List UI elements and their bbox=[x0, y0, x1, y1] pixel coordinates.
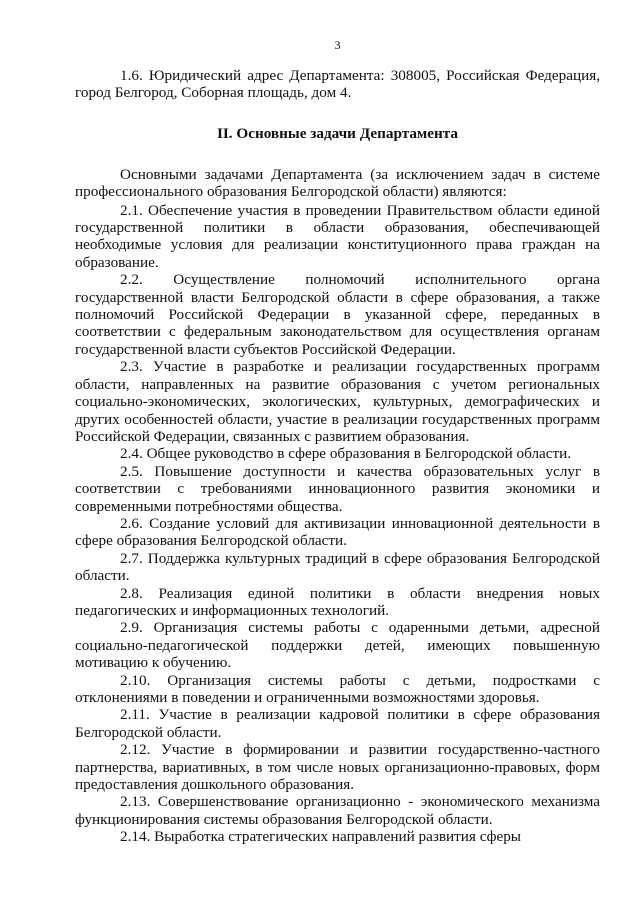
task-item-2-5: 2.5. Повышение доступности и качества образовательных услуг в соответствии с требованиями инновационного развития экономики и современными потребностями общества. bbox=[75, 462, 600, 515]
task-item-2-10: 2.10. Организация системы работы с детьми, подростками с отклонениями в поведении и ограниченными возможностями здоровья. bbox=[75, 671, 600, 706]
task-item-2-14: 2.14. Выработка стратегических направлений развития сферы bbox=[120, 828, 522, 846]
task-item-2-13: 2.13. Совершенствование организационно - экономического механизма функционирования системы образования Белгородской области. bbox=[75, 793, 600, 828]
page-number: 3 bbox=[334, 38, 341, 52]
task-item-2-3: 2.3. Участие в разработке и реализации государственных программ области, направленных на развитие образования с учетом региональных социально-экономических, экологических, культурных, демографических и других особенностей области, участие в реализации государственных программ Российской Федерации, связанных с развитием образования. bbox=[75, 358, 600, 445]
task-item-2-2: 2.2. Осуществление полномочий исполнительного органа государственной власти Белгородской области в сфере образования, а также полномочий Российской Федерации в указанной сфере, переданных в соответствии с федеральным законодательством для осуществления органам государственной власти субъектов Российской Федерации. bbox=[75, 271, 600, 358]
section-heading: II. Основные задачи Департамента bbox=[216, 124, 459, 142]
task-item-2-9: 2.9. Организация системы работы с одаренными детьми, адресной социально-педагогической поддержки детей, имеющих повышенную мотивацию к обучению. bbox=[75, 619, 600, 672]
task-item-2-8: 2.8. Реализация единой политики в области внедрения новых педагогических и информационных технологий. bbox=[75, 584, 600, 619]
intro-paragraph: Основными задачами Департамента (за исключением задач в системе профессионального образования Белгородской области) являются: bbox=[75, 165, 600, 201]
task-item-2-6: 2.6. Создание условий для активизации инновационной деятельности в сфере образования Белгородской области. bbox=[75, 514, 600, 550]
task-item-2-12: 2.12. Участие в формировании и развитии государственно-частного партнерства, вариативных, в том числе новых организационно-правовых, форм предоставления дошкольного образования. bbox=[75, 741, 600, 794]
task-item-2-1: 2.1. Обеспечение участия в проведении Правительством области единой государственной политики в области образования, обеспечивающей необходимые условия для реализации конституционного права граждан на образование. bbox=[75, 201, 600, 271]
task-item-2-11: 2.11. Участие в реализации кадровой политики в сфере образования Белгородской области. bbox=[75, 706, 600, 741]
paragraph-1-6: 1.6. Юридический адрес Департамента: 308005, Российская Федерация, город Белгород, Соборная площадь, дом 4. bbox=[75, 67, 600, 102]
task-item-2-7: 2.7. Поддержка культурных традиций в сфере образования Белгородской области. bbox=[75, 549, 600, 585]
task-item-2-4: 2.4. Общее руководство в сфере образования в Белгородской области. bbox=[120, 445, 572, 463]
task-list bbox=[75, 202, 600, 846]
